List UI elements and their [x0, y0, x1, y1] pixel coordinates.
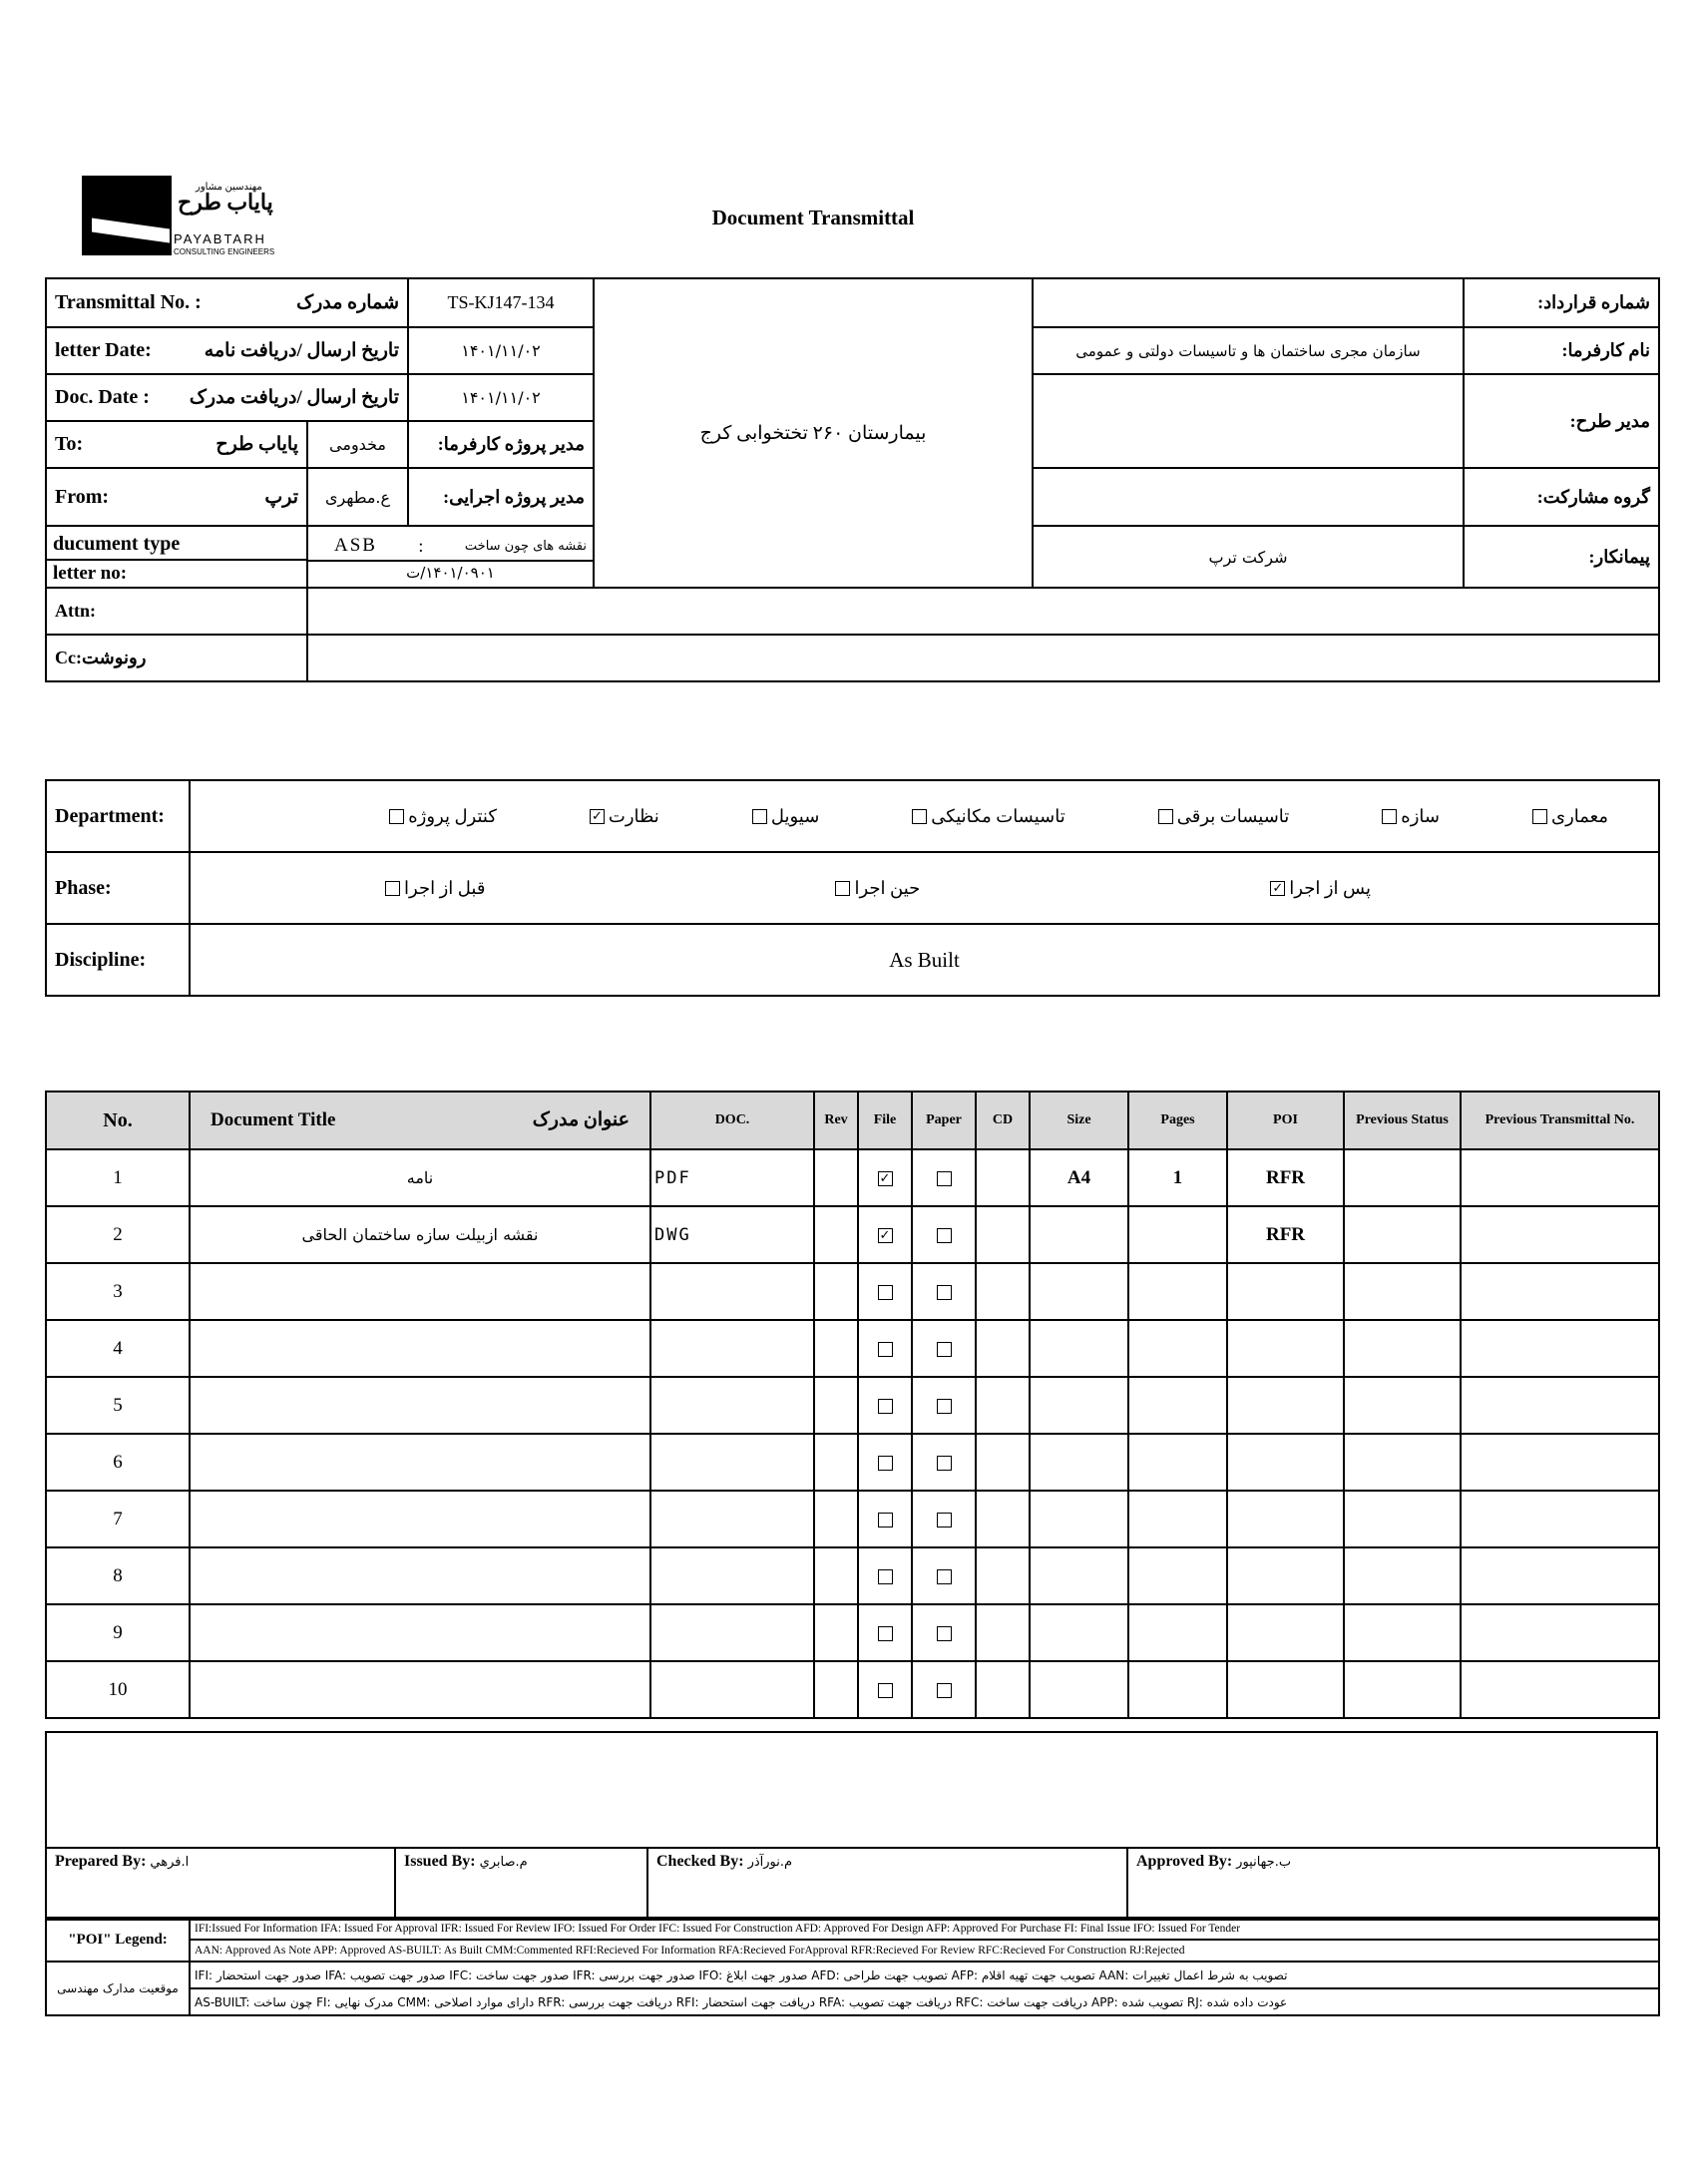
logo-subtitle-fa: مهندسین مشاور — [196, 182, 262, 193]
row-no: 3 — [46, 1263, 190, 1320]
row-size — [1030, 1547, 1128, 1604]
table-row — [46, 1377, 1659, 1434]
row-prev-status — [1344, 1149, 1461, 1206]
row-poi — [1227, 1604, 1344, 1661]
row-doc: DWG — [650, 1206, 814, 1263]
contract-no-label: شماره قرارداد: — [1464, 278, 1659, 327]
row-file — [858, 1263, 912, 1320]
dept-option-civil[interactable] — [748, 806, 819, 827]
col-header-prev-status: Previous Status — [1344, 1092, 1461, 1149]
issued-by-cell — [395, 1848, 647, 1920]
from-value: ترپ — [264, 486, 298, 508]
row-doc — [650, 1547, 814, 1604]
row-paper — [912, 1320, 976, 1377]
row-doc: PDF — [650, 1149, 814, 1206]
table-row — [46, 1661, 1659, 1718]
table-row — [46, 1547, 1659, 1604]
row-paper — [912, 1434, 976, 1491]
logo-subtitle-en: CONSULTING ENGINEERS — [174, 247, 275, 256]
row-pages — [1128, 1263, 1227, 1320]
from-role: مدیر پروژه اجرایی: — [408, 468, 594, 526]
row-title — [190, 1320, 650, 1377]
col-header-prev-transmittal: Previous Transmittal No. — [1461, 1092, 1659, 1149]
row-paper — [912, 1547, 976, 1604]
row-no: 4 — [46, 1320, 190, 1377]
row-title: نامه — [190, 1149, 650, 1206]
transmittal-no-value: TS-KJ147-134 — [408, 278, 594, 327]
col-header-size: Size — [1030, 1092, 1128, 1149]
row-cd — [976, 1320, 1030, 1377]
employer-value: سازمان مجری ساختمان ها و تاسیسات دولتی و عمومی — [1033, 327, 1464, 374]
table-row — [46, 1149, 1659, 1206]
checkbox-icon[interactable] — [878, 1342, 893, 1357]
notes-area[interactable] — [45, 1731, 1658, 1849]
row-size: A4 — [1030, 1149, 1128, 1206]
row-size — [1030, 1320, 1128, 1377]
row-file — [858, 1320, 912, 1377]
checkbox-icon[interactable] — [937, 1456, 952, 1471]
department-options — [190, 780, 1659, 852]
engineering-status-label: موقعیت مدارک مهندسی — [46, 1962, 190, 2015]
logo-name-en: PAYABTARH — [174, 231, 266, 246]
row-paper — [912, 1149, 976, 1206]
row-prev-status — [1344, 1263, 1461, 1320]
row-no: 9 — [46, 1604, 190, 1661]
dept-option-label: نظارت — [608, 805, 659, 826]
discipline-value: As Built — [190, 924, 1659, 996]
checkbox-icon[interactable] — [912, 809, 927, 824]
col-header-title — [190, 1092, 650, 1149]
doc-date-label: Doc. Date : — [55, 386, 150, 408]
row-paper — [912, 1604, 976, 1661]
employer-label: نام کارفرما: — [1464, 327, 1659, 374]
department-label: Department: — [46, 780, 190, 852]
row-size — [1030, 1604, 1128, 1661]
to-value: پایاب طرح — [215, 434, 298, 455]
row-poi: RFR — [1227, 1149, 1344, 1206]
row-prev-status — [1344, 1206, 1461, 1263]
phase-label: Phase: — [46, 852, 190, 924]
row-prev-transmittal — [1461, 1263, 1659, 1320]
row-no: 2 — [46, 1206, 190, 1263]
legend-line-4: AS-BUILT: چون ساخت FI: مدرک نهایی CMM: دارای موارد اصلاحی RFR: دریافت جهت بررسی RFI: دریافت جهت استحضار RFA: دریافت جهت تصویب RFC: دریافت جهت ساخت APP: تصویب شده RJ: عودت داده شده — [190, 1988, 1659, 2015]
issued-by-value: م.صابري — [479, 1855, 528, 1870]
approved-by-value: ب.جهانپور — [1236, 1855, 1292, 1870]
checkbox-icon[interactable] — [937, 1342, 952, 1357]
phase-option-label: پس از اجرا — [1289, 877, 1371, 898]
row-doc — [650, 1263, 814, 1320]
col-header-pages: Pages — [1128, 1092, 1227, 1149]
row-poi — [1227, 1491, 1344, 1547]
doctype-code: ASB — [334, 535, 377, 556]
partnership-label: گروه مشارکت: — [1464, 468, 1659, 526]
classification-table — [45, 779, 1660, 997]
row-title — [190, 1604, 650, 1661]
checkbox-icon[interactable] — [389, 809, 404, 824]
row-cd — [976, 1263, 1030, 1320]
checkbox-icon[interactable] — [878, 1285, 893, 1300]
row-prev-status — [1344, 1377, 1461, 1434]
col-header-no: No. — [46, 1092, 190, 1149]
row-file — [858, 1434, 912, 1491]
row-no: 5 — [46, 1377, 190, 1434]
row-file — [858, 1547, 912, 1604]
checkbox-icon[interactable] — [937, 1399, 952, 1414]
doc-date-value: ۱۴۰۱/۱۱/۰۲ — [408, 374, 594, 421]
row-poi — [1227, 1661, 1344, 1718]
from-cell — [46, 468, 307, 526]
documents-table — [45, 1091, 1660, 1719]
checkbox-icon[interactable] — [1382, 809, 1397, 824]
checkbox-icon[interactable] — [937, 1626, 952, 1641]
checkbox-checked-icon[interactable] — [878, 1171, 893, 1186]
row-prev-transmittal — [1461, 1320, 1659, 1377]
poi-legend-label: "POI" Legend: — [46, 1918, 190, 1962]
row-doc — [650, 1320, 814, 1377]
doc-date-cell — [46, 374, 408, 421]
row-title — [190, 1491, 650, 1547]
table-row — [46, 1604, 1659, 1661]
checkbox-icon[interactable] — [1158, 809, 1173, 824]
page-title: Document Transmittal — [711, 206, 915, 229]
to-label: To: — [55, 433, 84, 455]
checkbox-icon[interactable] — [878, 1569, 893, 1584]
legend-line-1: IFI:Issued For Information IFA: Issued For Approval IFR: Issued For Review IFO: Issued For Order IFC: Issued For Construction AFD: Approved For Design AFP: Approved For Purchase FI: Final Issue IFO: Issued For Tender — [190, 1918, 1659, 1940]
dept-option-label: سیویل — [770, 805, 820, 826]
letter-date-cell — [46, 327, 408, 374]
letter-date-fa-label: تاریخ ارسال /دریافت نامه — [204, 340, 399, 361]
row-doc — [650, 1434, 814, 1491]
from-label: From: — [55, 485, 110, 508]
row-paper — [912, 1206, 976, 1263]
row-paper — [912, 1377, 976, 1434]
signatures-table — [45, 1847, 1660, 1921]
row-pages — [1128, 1206, 1227, 1263]
phase-option-after[interactable] — [1266, 878, 1371, 899]
contractor-value: شرکت ترپ — [1033, 526, 1464, 588]
doctype-colon: : — [418, 535, 424, 556]
to-person: مخدومی — [307, 421, 408, 468]
prepared-by-value: ا.فرهي — [150, 1855, 190, 1870]
transmittal-no-fa-label: شماره مدرک — [296, 292, 399, 313]
row-prev-transmittal — [1461, 1604, 1659, 1661]
to-cell — [46, 421, 307, 468]
transmittal-no-cell — [46, 278, 408, 327]
checkbox-checked-icon[interactable] — [1270, 881, 1285, 896]
row-prev-transmittal — [1461, 1377, 1659, 1434]
row-poi: RFR — [1227, 1206, 1344, 1263]
dept-option-supervision[interactable] — [586, 806, 659, 827]
row-title — [190, 1434, 650, 1491]
checked-by-value: م.نورآذر — [747, 1855, 793, 1870]
transmittal-no-label: Transmittal No. : — [55, 291, 202, 313]
row-pages — [1128, 1604, 1227, 1661]
legend-line-2: AAN: Approved As Note APP: Approved AS-BUILT: As Built CMM:Commented RFI:Recieved For Information RFA:Recieved ForApproval RFR:Recieved For Review RFC:Recieved For Construction RJ:Rejected — [190, 1940, 1659, 1962]
row-rev — [814, 1434, 858, 1491]
contractor-label: پیمانکار: — [1464, 526, 1659, 588]
prepared-by-cell — [46, 1848, 395, 1920]
transmittal-info-table — [45, 277, 1660, 682]
row-rev — [814, 1263, 858, 1320]
issued-by-label: Issued By: — [404, 1853, 476, 1870]
dept-option-electrical[interactable] — [1154, 806, 1290, 827]
discipline-label: Discipline: — [46, 924, 190, 996]
dept-option-label: کنترل پروژه — [408, 805, 497, 826]
attn-value[interactable] — [307, 588, 1659, 635]
partnership-value — [1033, 468, 1464, 526]
doctype-row — [308, 532, 593, 562]
row-doc — [650, 1604, 814, 1661]
row-file — [858, 1149, 912, 1206]
dept-option-project-control[interactable] — [385, 806, 497, 827]
row-paper — [912, 1263, 976, 1320]
checkbox-icon[interactable] — [878, 1456, 893, 1471]
row-paper — [912, 1661, 976, 1718]
dept-option-structure[interactable] — [1378, 806, 1440, 827]
col-header-paper: Paper — [912, 1092, 976, 1149]
cc-label: Cc:رونوشت — [46, 635, 307, 681]
row-cd — [976, 1149, 1030, 1206]
row-cd — [976, 1547, 1030, 1604]
row-rev — [814, 1377, 858, 1434]
row-rev — [814, 1661, 858, 1718]
row-prev-status — [1344, 1320, 1461, 1377]
row-rev — [814, 1547, 858, 1604]
row-pages: 1 — [1128, 1149, 1227, 1206]
row-file — [858, 1661, 912, 1718]
row-poi — [1227, 1263, 1344, 1320]
row-prev-status — [1344, 1434, 1461, 1491]
row-title — [190, 1547, 650, 1604]
col-header-poi: POI — [1227, 1092, 1344, 1149]
checked-by-label: Checked By: — [656, 1853, 744, 1870]
row-title — [190, 1661, 650, 1718]
row-title: نقشه ازبیلت سازه ساختمان الحاقی — [190, 1206, 650, 1263]
checkbox-icon[interactable] — [937, 1683, 952, 1698]
table-row — [46, 1320, 1659, 1377]
row-file — [858, 1491, 912, 1547]
row-size — [1030, 1434, 1128, 1491]
row-poi — [1227, 1320, 1344, 1377]
row-rev — [814, 1491, 858, 1547]
table-row — [46, 1491, 1659, 1547]
row-paper — [912, 1491, 976, 1547]
row-prev-transmittal — [1461, 1491, 1659, 1547]
dept-option-label: سازه — [1401, 805, 1440, 826]
row-file — [858, 1377, 912, 1434]
logo-name-fa: پایاب طرح — [178, 190, 273, 215]
prepared-by-label: Prepared By: — [55, 1853, 147, 1870]
row-prev-transmittal — [1461, 1547, 1659, 1604]
row-pages — [1128, 1434, 1227, 1491]
phase-option-before[interactable] — [381, 878, 485, 899]
letter-date-label: letter Date: — [55, 339, 152, 361]
row-size — [1030, 1263, 1128, 1320]
row-pages — [1128, 1661, 1227, 1718]
phase-option-label: حین اجرا — [854, 877, 921, 898]
row-no: 1 — [46, 1149, 190, 1206]
letter-no-label: letter no: — [53, 563, 128, 584]
table-row — [46, 1206, 1659, 1263]
row-prev-status — [1344, 1604, 1461, 1661]
row-prev-transmittal — [1461, 1149, 1659, 1206]
row-prev-status — [1344, 1661, 1461, 1718]
col-header-file: File — [858, 1092, 912, 1149]
col-header-doc: DOC. — [650, 1092, 814, 1149]
checkbox-icon[interactable] — [878, 1683, 893, 1698]
dept-option-label: معماری — [1551, 805, 1608, 826]
row-file — [858, 1604, 912, 1661]
row-doc — [650, 1377, 814, 1434]
contract-no-value — [1033, 278, 1464, 327]
row-pages — [1128, 1377, 1227, 1434]
from-person: ع.مطهری — [307, 468, 408, 526]
design-manager-value — [1033, 374, 1464, 468]
checkbox-icon[interactable] — [878, 1399, 893, 1414]
checkbox-icon[interactable] — [937, 1171, 952, 1186]
checked-by-cell — [647, 1848, 1127, 1920]
row-title — [190, 1377, 650, 1434]
doctype-value-cell — [307, 526, 594, 588]
doctype-label: ducument type — [47, 529, 306, 561]
checkbox-icon[interactable] — [878, 1513, 893, 1528]
phase-option-label: قبل از اجرا — [404, 877, 486, 898]
col-header-title-en: Document Title — [211, 1109, 336, 1130]
checkbox-icon[interactable] — [752, 809, 767, 824]
row-no: 8 — [46, 1547, 190, 1604]
row-size — [1030, 1377, 1128, 1434]
col-header-title-fa: عنوان مدرک — [532, 1109, 630, 1130]
doc-date-fa-label: تاریخ ارسال /دریافت مدرک — [189, 387, 399, 408]
row-file — [858, 1206, 912, 1263]
table-header-row — [46, 1092, 1659, 1149]
col-header-rev: Rev — [814, 1092, 858, 1149]
row-prev-status — [1344, 1547, 1461, 1604]
row-size — [1030, 1661, 1128, 1718]
row-cd — [976, 1491, 1030, 1547]
row-prev-transmittal — [1461, 1434, 1659, 1491]
row-doc — [650, 1491, 814, 1547]
row-doc — [650, 1661, 814, 1718]
checkbox-icon[interactable] — [1532, 809, 1547, 824]
row-cd — [976, 1661, 1030, 1718]
row-cd — [976, 1206, 1030, 1263]
checkbox-icon[interactable] — [835, 881, 850, 896]
dept-option-label: تاسیسات مکانیکی — [931, 805, 1065, 826]
table-row — [46, 1263, 1659, 1320]
legend-table — [45, 1917, 1660, 2016]
checkbox-icon[interactable] — [937, 1285, 952, 1300]
doctype-letterno-cell — [46, 526, 307, 588]
phase-option-during[interactable] — [831, 878, 920, 899]
checkbox-icon[interactable] — [937, 1569, 952, 1584]
cc-value[interactable] — [307, 635, 1659, 681]
checkbox-icon[interactable] — [878, 1626, 893, 1641]
phase-options — [190, 852, 1659, 924]
row-rev — [814, 1604, 858, 1661]
row-no: 6 — [46, 1434, 190, 1491]
checkbox-checked-icon[interactable] — [878, 1228, 893, 1243]
row-cd — [976, 1377, 1030, 1434]
row-poi — [1227, 1377, 1344, 1434]
row-prev-transmittal — [1461, 1206, 1659, 1263]
row-size — [1030, 1491, 1128, 1547]
checkbox-icon[interactable] — [385, 881, 400, 896]
letter-no-value: ۱۴۰۱/۰۹۰۱/ت — [406, 564, 495, 582]
row-cd — [976, 1604, 1030, 1661]
row-rev — [814, 1320, 858, 1377]
checkbox-icon[interactable] — [937, 1228, 952, 1243]
row-prev-status — [1344, 1491, 1461, 1547]
dept-option-architecture[interactable] — [1528, 806, 1608, 827]
approved-by-cell — [1127, 1848, 1659, 1920]
doctype-fa: نقشه های چون ساخت — [464, 538, 587, 554]
row-title — [190, 1263, 650, 1320]
checkbox-checked-icon[interactable] — [590, 809, 605, 824]
row-size — [1030, 1206, 1128, 1263]
row-pages — [1128, 1320, 1227, 1377]
row-cd — [976, 1434, 1030, 1491]
design-manager-label: مدیر طرح: — [1464, 374, 1659, 468]
table-row — [46, 1434, 1659, 1491]
row-poi — [1227, 1434, 1344, 1491]
row-pages — [1128, 1547, 1227, 1604]
col-header-cd: CD — [976, 1092, 1030, 1149]
attn-label: Attn: — [46, 588, 307, 635]
approved-by-label: Approved By: — [1136, 1853, 1233, 1870]
dept-option-label: تاسیسات برقی — [1176, 805, 1290, 826]
project-name: بیمارستان ۲۶۰ تختخوابی کرج — [594, 278, 1033, 588]
row-rev — [814, 1206, 858, 1263]
legend-line-3: IFI: صدور جهت استحضار IFA: صدور جهت تصویب IFC: صدور جهت ساخت IFR: صدور جهت بررسی IFO: صدور جهت ابلاغ AFD: تصویب جهت طراحی AFP: تصویب جهت تهیه اقلام AAN: تصویب به شرط اعمال تغییرات — [190, 1962, 1659, 1988]
row-pages — [1128, 1491, 1227, 1547]
row-no: 7 — [46, 1491, 190, 1547]
row-rev — [814, 1149, 858, 1206]
checkbox-icon[interactable] — [937, 1513, 952, 1528]
dept-option-mechanical[interactable] — [908, 806, 1064, 827]
row-no: 10 — [46, 1661, 190, 1718]
row-poi — [1227, 1547, 1344, 1604]
row-prev-transmittal — [1461, 1661, 1659, 1718]
letter-date-value: ۱۴۰۱/۱۱/۰۲ — [408, 327, 594, 374]
to-role: مدیر پروژه کارفرما: — [408, 421, 594, 468]
